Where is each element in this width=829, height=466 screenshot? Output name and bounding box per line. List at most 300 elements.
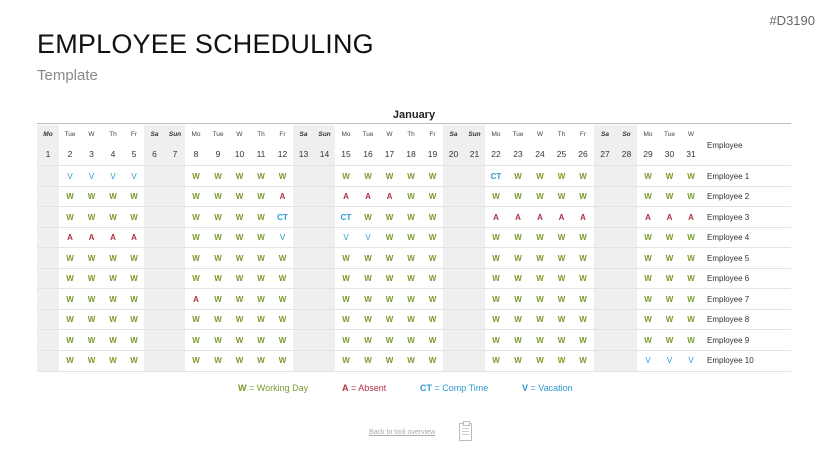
schedule-cell[interactable]: W [235,356,244,366]
schedule-cell[interactable]: W [192,192,200,202]
schedule-cell[interactable]: W [364,356,372,366]
schedule-cell[interactable]: W [214,315,222,325]
day-number: 15 [341,149,351,159]
schedule-cell[interactable]: W [192,253,200,263]
schedule-cell[interactable]: W [87,294,96,304]
schedule-cell[interactable]: W [579,335,587,345]
legend-code: W [238,383,247,393]
schedule-cell[interactable]: W [130,253,138,263]
day-number: 18 [406,149,416,159]
schedule-cell[interactable]: W [557,335,566,345]
day-name: Sa [449,130,458,138]
schedule-cell[interactable]: W [66,335,74,345]
schedule-cell[interactable]: W [557,356,566,366]
schedule-cell[interactable]: W [579,274,587,284]
schedule-cell[interactable]: V [279,233,286,243]
schedule-cell[interactable]: W [66,192,74,202]
day-name: Sa [299,130,308,138]
page-title: EMPLOYEE SCHEDULING [37,29,374,59]
schedule-cell[interactable]: A [67,233,73,243]
schedule-cell[interactable]: W [644,274,652,284]
legend-code: CT [420,383,432,393]
schedule-cell[interactable]: W [407,233,415,243]
day-number: 26 [578,149,588,159]
schedule-cell[interactable]: W [428,315,437,325]
day-number: 14 [319,149,330,159]
schedule-cell[interactable]: W [235,192,244,202]
schedule-cell[interactable]: W [536,315,544,325]
schedule-cell[interactable]: W [130,192,138,202]
legend-label: = Working Day [249,383,309,393]
day-name: W [236,130,243,138]
schedule-cell[interactable]: W [536,253,544,263]
schedule-cell[interactable]: W [536,335,544,345]
schedule-cell[interactable]: W [385,274,394,284]
legend-item-absent [342,383,386,393]
schedule-cell[interactable]: W [214,192,222,202]
schedule-cell[interactable]: W [644,315,652,325]
day-number: 9 [215,149,221,159]
schedule-cell[interactable]: W [644,253,652,263]
schedule-cell[interactable]: W [492,335,500,345]
schedule-cell[interactable]: W [278,253,287,263]
schedule-cell[interactable]: W [407,356,415,366]
schedule-cell[interactable]: W [665,315,674,325]
schedule-cell[interactable]: W [109,192,117,202]
schedule-cell[interactable]: W [235,274,244,284]
schedule-cell[interactable]: W [579,233,587,243]
schedule-cell[interactable]: W [514,192,522,202]
schedule-cell[interactable]: A [537,212,543,222]
schedule-cell[interactable]: W [214,171,222,181]
schedule-cell[interactable]: W [257,253,265,263]
day-name: Sun [318,130,331,138]
day-number: 10 [234,149,245,159]
schedule-cell[interactable]: W [235,315,244,325]
day-number: 20 [448,149,459,159]
schedule-cell[interactable]: W [536,294,544,304]
schedule-cell[interactable]: W [87,274,96,284]
legend-item-vacation [522,383,573,393]
schedule-cell[interactable]: W [364,253,372,263]
schedule-cell[interactable]: W [87,253,96,263]
day-name: Fr [429,130,436,138]
schedule-cell[interactable]: W [192,315,200,325]
schedule-cell[interactable]: W [87,212,96,222]
schedule-cell[interactable]: W [257,335,265,345]
schedule-cell[interactable]: W [257,356,265,366]
schedule-cell[interactable]: W [66,356,74,366]
schedule-cell[interactable]: W [278,335,287,345]
schedule-cell[interactable]: A [645,212,651,222]
schedule-cell[interactable]: W [385,335,394,345]
schedule-cell[interactable]: W [342,315,350,325]
schedule-cell[interactable]: W [536,274,544,284]
schedule-cell[interactable]: W [687,171,695,181]
legend-label: = Absent [351,383,387,393]
day-number: 22 [491,149,501,159]
document-id: #D3190 [769,13,815,28]
schedule-cell[interactable]: W [364,335,372,345]
day-name: Tue [362,130,374,138]
schedule-cell[interactable]: W [687,335,695,345]
day-number: 30 [664,149,675,159]
schedule-cell[interactable]: W [557,274,566,284]
schedule-cell[interactable]: W [407,253,415,263]
schedule-cell[interactable]: W [257,171,265,181]
legend-code: A [342,383,349,393]
schedule-cell[interactable]: W [214,294,222,304]
schedule-cell[interactable]: W [235,335,244,345]
schedule-cell[interactable]: W [385,356,394,366]
schedule-cell[interactable]: W [109,274,117,284]
schedule-cell[interactable]: W [687,192,695,202]
schedule-cell[interactable]: W [385,171,394,181]
schedule-cell[interactable]: A [493,212,499,222]
schedule-cell[interactable]: W [87,315,96,325]
schedule-cell[interactable]: W [66,253,74,263]
schedule-cell[interactable]: A [365,192,371,202]
schedule-cell[interactable]: CT [277,212,288,222]
schedule-cell[interactable]: V [645,356,651,366]
day-number: 28 [621,149,632,159]
schedule-cell[interactable]: W [278,274,287,284]
schedule-cell[interactable]: V [688,356,694,366]
day-number: 23 [513,149,523,159]
employee-name: Employee 8 [707,315,750,325]
day-name: Tue [64,130,76,138]
schedule-cell[interactable]: W [514,294,522,304]
schedule-cell[interactable]: W [257,274,265,284]
schedule-cell[interactable]: W [557,233,566,243]
day-name: Th [109,130,117,138]
day-number: 24 [535,149,545,159]
schedule-cell[interactable]: W [514,356,522,366]
month-label: January [392,109,436,121]
schedule-cell[interactable]: W [687,315,695,325]
day-number: 12 [277,149,288,159]
schedule-cell[interactable]: W [665,274,674,284]
legend-item-working-day [238,383,308,393]
day-name: Th [557,130,566,138]
schedule-cell[interactable]: A [110,233,116,243]
schedule-cell[interactable]: W [687,253,695,263]
schedule-cell[interactable]: W [428,253,437,263]
day-name: Tue [512,130,524,138]
schedule-cell[interactable]: W [364,212,372,222]
schedule-cell[interactable]: W [130,335,138,345]
day-name: Sa [150,130,159,138]
schedule-cell[interactable]: W [235,253,244,263]
table-top-border [37,123,791,124]
schedule-cell[interactable]: W [687,233,695,243]
schedule-cell[interactable]: W [514,335,522,345]
schedule-cell[interactable]: A [131,233,137,243]
schedule-cell[interactable]: W [428,294,437,304]
day-number: 19 [427,149,438,159]
schedule-cell[interactable]: W [665,253,674,263]
schedule-cell[interactable]: W [557,315,566,325]
schedule-cell[interactable]: W [557,192,566,202]
schedule-cell[interactable]: W [192,274,200,284]
schedule-cell[interactable]: W [536,192,544,202]
day-number: 25 [556,149,567,159]
employee-name: Employee 4 [707,233,750,243]
schedule-cell[interactable]: W [66,294,74,304]
schedule-cell[interactable]: W [514,253,522,263]
schedule-cell[interactable]: W [257,233,265,243]
schedule-cell[interactable]: W [579,356,587,366]
schedule-cell[interactable]: W [342,171,350,181]
schedule-cell[interactable]: W [665,171,674,181]
clipboard-icon[interactable] [459,423,472,441]
day-number: 31 [686,149,696,159]
day-number: 7 [172,149,178,159]
schedule-cell[interactable]: W [428,171,437,181]
schedule-cell[interactable]: W [235,171,244,181]
schedule-cell[interactable]: V [67,171,73,181]
schedule-cell[interactable]: W [492,253,500,263]
day-name: Tue [664,130,675,138]
schedule-cell[interactable]: W [364,274,372,284]
schedule-cell[interactable]: W [492,274,500,284]
employee-name: Employee 7 [707,294,750,304]
schedule-cell[interactable]: W [579,294,587,304]
schedule-cell[interactable]: W [644,192,652,202]
day-name: Th [257,130,265,138]
schedule-cell[interactable]: W [342,335,350,345]
legend-code: V [522,383,529,393]
day-name: Tue [212,130,224,138]
schedule-cell[interactable]: W [192,335,200,345]
schedule-cell[interactable]: W [66,212,74,222]
schedule-cell[interactable]: W [130,315,138,325]
schedule-cell[interactable]: W [687,294,695,304]
table-bottom-border [37,371,791,372]
schedule-cell[interactable]: W [235,294,244,304]
schedule-cell[interactable]: W [644,335,652,345]
day-name: W [88,130,95,138]
schedule-cell[interactable]: CT [490,171,502,181]
schedule-cell[interactable]: W [214,335,222,345]
schedule-cell[interactable]: A [515,212,521,222]
schedule-cell[interactable]: W [342,294,350,304]
schedule-cell[interactable]: W [428,212,437,222]
schedule-cell[interactable]: W [66,315,74,325]
day-name: Mo [491,130,501,138]
schedule-cell[interactable]: W [579,253,587,263]
schedule-cell[interactable]: W [235,212,244,222]
employee-name: Employee 3 [707,212,750,222]
schedule-cell[interactable]: W [407,274,415,284]
day-name: W [687,130,695,138]
schedule-cell[interactable]: W [109,294,117,304]
schedule-cell[interactable]: W [130,294,138,304]
schedule-cell[interactable]: W [192,171,200,181]
day-number: 5 [131,149,137,159]
schedule-cell[interactable]: W [385,294,394,304]
schedule-cell[interactable]: W [428,192,437,202]
schedule-cell[interactable]: W [257,212,265,222]
schedule-cell[interactable]: V [343,233,349,243]
schedule-cell[interactable]: V [131,171,137,181]
day-number: 16 [363,149,373,159]
schedule-cell[interactable]: W [364,294,372,304]
schedule-cell[interactable]: W [257,192,265,202]
schedule-cell[interactable]: W [407,192,415,202]
schedule-cell[interactable]: W [407,212,415,222]
schedule-cell[interactable]: W [407,294,415,304]
schedule-cell[interactable]: W [109,356,117,366]
schedule-cell[interactable]: W [278,315,287,325]
schedule-cell[interactable]: W [257,315,265,325]
schedule-cell[interactable]: W [579,315,587,325]
day-number: 13 [298,149,309,159]
schedule-cell[interactable]: W [665,335,674,345]
schedule-cell[interactable]: W [235,233,244,243]
schedule-cell[interactable]: W [428,356,437,366]
schedule-cell[interactable]: W [644,171,652,181]
schedule-cell[interactable]: W [342,253,350,263]
schedule-cell[interactable]: W [428,233,437,243]
schedule-cell[interactable]: W [257,294,265,304]
schedule-cell[interactable]: W [665,192,674,202]
schedule-cell[interactable]: W [214,356,222,366]
day-number: 3 [89,149,94,159]
schedule-cell[interactable]: W [87,356,96,366]
day-number: 11 [256,149,266,159]
schedule-cell[interactable]: W [536,356,544,366]
schedule-cell[interactable]: W [214,233,222,243]
schedule-cell[interactable]: W [492,294,500,304]
schedule-cell[interactable]: V [666,356,673,366]
day-number: 2 [67,149,73,159]
schedule-cell[interactable]: W [278,294,287,304]
schedule-cell[interactable]: W [665,233,674,243]
schedule-cell[interactable]: W [407,315,415,325]
schedule-cell[interactable]: W [278,171,287,181]
schedule-cell[interactable]: W [278,356,287,366]
schedule-cell[interactable]: A [193,294,199,304]
schedule-cell[interactable]: W [192,233,200,243]
employee-name: Employee 1 [707,171,750,181]
schedule-cell[interactable]: W [130,212,138,222]
schedule-cell[interactable]: W [644,233,652,243]
schedule-cell[interactable]: W [214,274,222,284]
page-subtitle: Template [37,67,98,84]
schedule-cell[interactable]: W [385,315,394,325]
day-name: Mo [43,130,53,138]
schedule-cell[interactable]: W [385,253,394,263]
schedule-cell[interactable]: W [579,171,587,181]
schedule-cell[interactable]: A [666,212,673,222]
schedule-cell[interactable]: W [109,253,117,263]
schedule-cell[interactable]: W [385,212,394,222]
schedule-cell[interactable]: W [407,335,415,345]
schedule-cell[interactable]: W [536,233,544,243]
legend-label: = Comp Time [434,383,489,393]
schedule-cell[interactable]: W [364,315,372,325]
schedule-cell[interactable]: A [279,192,286,202]
day-name: Fr [579,130,587,138]
employee-name: Employee 6 [707,274,750,284]
schedule-cell[interactable]: W [407,171,415,181]
schedule-cell[interactable]: A [386,192,393,202]
schedule-cell[interactable]: W [557,171,566,181]
schedule-cell[interactable]: W [428,335,437,345]
schedule-cell[interactable]: W [557,294,566,304]
schedule-cell[interactable]: W [644,294,652,304]
schedule-cell[interactable]: W [492,315,500,325]
employee-name: Employee 5 [707,253,750,263]
schedule-cell[interactable]: W [687,274,695,284]
employee-name: Employee 9 [707,335,750,345]
schedule-cell[interactable]: A [343,192,349,202]
schedule-cell[interactable]: W [214,253,222,263]
schedule-cell[interactable]: W [557,253,566,263]
day-number: 17 [384,149,395,159]
schedule-cell[interactable]: CT [340,212,352,222]
schedule-cell[interactable]: W [385,233,394,243]
schedule-cell[interactable]: V [365,233,371,243]
day-name: Mo [341,130,351,138]
day-name: Sun [468,130,481,138]
schedule-cell[interactable]: W [364,171,372,181]
day-name: Fr [130,130,138,138]
schedule-cell[interactable]: W [342,356,350,366]
schedule-cell[interactable]: W [428,274,437,284]
schedule-cell[interactable]: W [192,356,200,366]
day-number: 29 [643,149,653,159]
schedule-cell[interactable]: W [514,171,522,181]
schedule-cell[interactable]: W [130,274,138,284]
day-number: 1 [45,149,51,159]
schedule-cell[interactable]: A [558,212,565,222]
back-to-overview-link[interactable]: Back to tool overview [369,429,436,436]
schedule-cell[interactable]: W [109,335,117,345]
legend-label: = Vacation [530,383,573,393]
schedule-cell[interactable]: W [66,274,74,284]
day-name: Mo [191,130,201,138]
schedule-cell[interactable]: W [214,212,222,222]
schedule-cell[interactable]: W [536,171,544,181]
schedule-cell[interactable]: W [514,274,522,284]
schedule-cell[interactable]: W [492,233,500,243]
employee-name: Employee 10 [707,356,754,366]
schedule-cell[interactable]: W [87,192,96,202]
schedule-cell[interactable]: W [109,315,117,325]
day-name: Fr [279,130,286,138]
schedule-cell[interactable]: W [109,212,117,222]
schedule-cell[interactable]: W [514,233,522,243]
schedule-cell[interactable]: W [492,356,500,366]
schedule-cell[interactable]: A [580,212,586,222]
schedule-cell[interactable]: W [665,294,674,304]
schedule-cell[interactable]: W [342,274,350,284]
schedule-cell[interactable]: A [688,212,694,222]
schedule-cell[interactable]: W [492,192,500,202]
schedule-cell[interactable]: W [514,315,522,325]
schedule-cell[interactable]: W [579,192,587,202]
schedule-cell[interactable]: V [88,171,95,181]
schedule-cell[interactable]: V [110,171,116,181]
schedule-cell[interactable]: W [87,335,96,345]
schedule-cell[interactable]: W [192,212,200,222]
schedule-cell[interactable]: W [130,356,138,366]
schedule-cell[interactable]: A [88,233,95,243]
day-number: 4 [110,149,116,159]
employee-name: Employee 2 [707,192,750,202]
